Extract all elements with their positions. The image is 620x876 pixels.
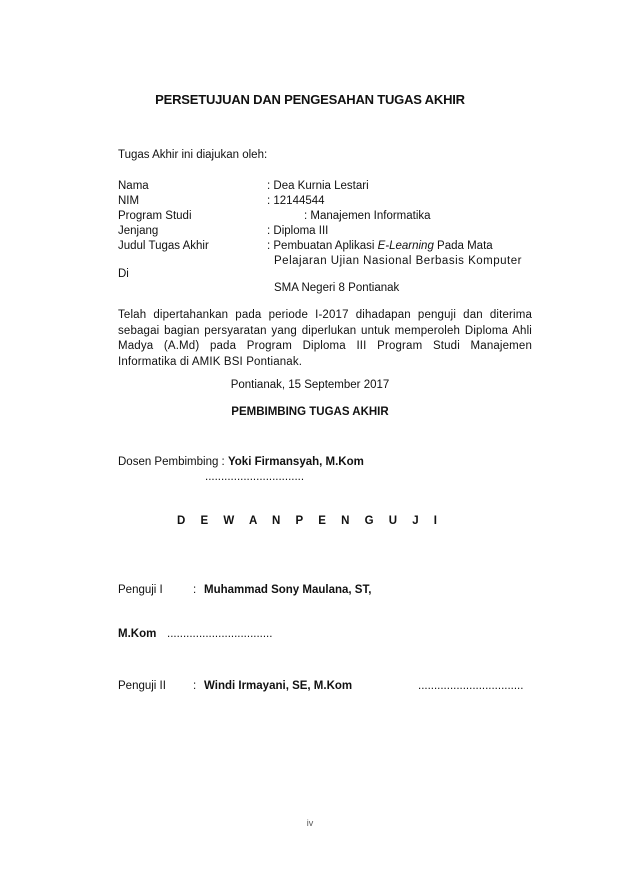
penguji2-colon: : <box>193 680 197 692</box>
intro-text: Tugas Akhir ini diajukan oleh: <box>118 149 268 161</box>
prodi-label: Program Studi <box>118 210 192 222</box>
jenjang-value: : Diploma III <box>267 225 329 237</box>
penguji2-signature-dots: ................................. <box>418 680 524 692</box>
di-value: SMA Negeri 8 Pontianak <box>274 282 400 294</box>
dewan-penguji-heading: D E W A N P E N G U J I <box>176 515 443 527</box>
judul-prefix: : Pembuatan Aplikasi <box>267 240 378 252</box>
dosen-signature-dots: ............................... <box>205 471 305 483</box>
dosen-line <box>118 456 364 468</box>
penguji2-name: Windi Irmayani, SE, M.Kom <box>204 680 353 692</box>
page-number: iv <box>306 818 314 828</box>
penguji1-signature-dots: ................................. <box>167 628 273 640</box>
judul-value <box>267 240 493 252</box>
judul-suffix: Pada Mata <box>433 240 493 252</box>
place-date: Pontianak, 15 September 2017 <box>230 379 390 391</box>
nim-value: : 12144544 <box>267 195 325 207</box>
dosen-name: Yoki Firmansyah, M.Kom <box>227 456 364 468</box>
prodi-value: : Manajemen Informatika <box>304 210 431 222</box>
penguji1-colon: : <box>193 584 197 596</box>
penguji1-name-cont: M.Kom <box>118 628 157 640</box>
nama-label: Nama <box>118 180 149 192</box>
pembimbing-heading: PEMBIMBING TUGAS AKHIR <box>231 406 389 418</box>
penguji1-name: Muhammad Sony Maulana, ST, <box>204 584 372 596</box>
nama-value: : Dea Kurnia Lestari <box>267 180 369 192</box>
judul-line2: Pelajaran Ujian Nasional Berbasis Komputer <box>274 255 522 267</box>
penguji2-label: Penguji II <box>118 680 166 692</box>
dosen-label: Dosen Pembimbing : <box>118 456 228 468</box>
nim-label: NIM <box>118 195 140 207</box>
di-label: Di <box>118 268 129 280</box>
approval-paragraph: Telah dipertahankan pada periode I-2017 dihadapan penguji dan diterima sebagai bagian persyaratan yang diperlukan untuk memperoleh Diploma Ahli Madya (A.Md) pada Program Diploma III Program Studi Manajemen Informatika di AMIK BSI Pontianak. <box>118 309 532 368</box>
penguji1-label: Penguji I <box>118 584 163 596</box>
judul-italic: E-Learning <box>377 240 434 252</box>
jenjang-label: Jenjang <box>118 225 159 237</box>
page-title: PERSETUJUAN DAN PENGESAHAN TUGAS AKHIR <box>155 92 465 107</box>
judul-label: Judul Tugas Akhir <box>118 240 209 252</box>
